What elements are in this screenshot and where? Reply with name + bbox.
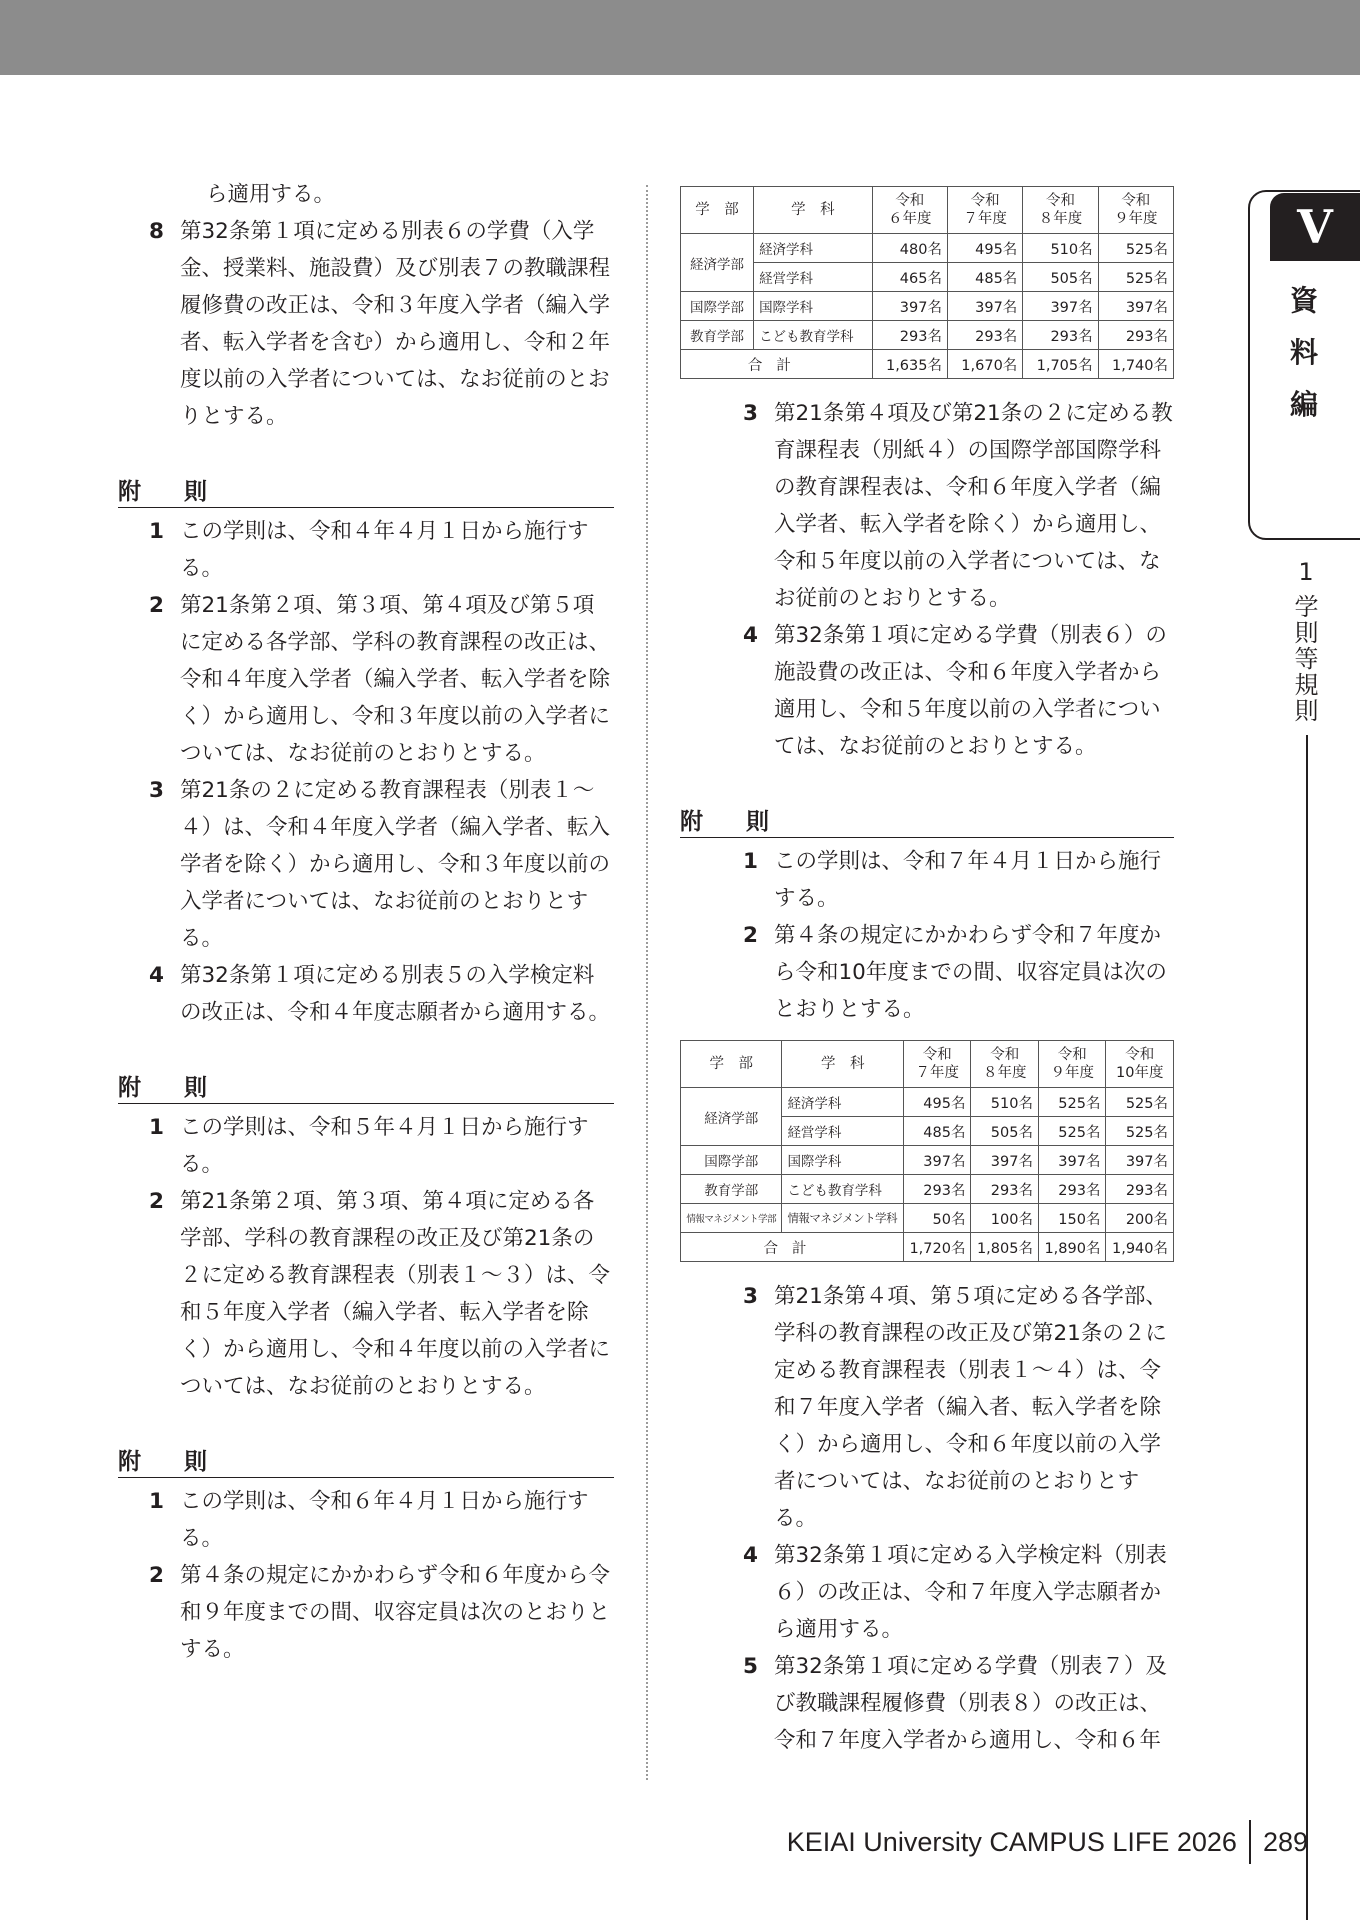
list-item [680,917,1174,1028]
value-cell: 525名 [1038,1088,1106,1117]
list-item [118,513,614,587]
value-cell: 397名 [1038,1146,1106,1175]
column-divider [646,185,648,1780]
item-text: 第21条第２項、第３項、第４項及び第５項に定める各学部、学科の教育課程の改正は、令和４年度入学者（編入学者、転入学者を除く）から適用し、令和３年度以前の入学者については、なお従前のとおりとする。 [180,593,611,766]
faculty-cell: 国際学部 [681,1146,782,1175]
table-header: 学 科 [754,187,873,234]
total-cell: 1,805名 [971,1233,1039,1262]
department-cell: 国際学科 [782,1146,904,1175]
side-rule [1306,735,1308,1920]
department-cell: 経営学科 [782,1117,904,1146]
item-text: この学則は、令和７年４月１日から施行する。 [774,849,1162,911]
value-cell: 293名 [947,321,1022,350]
item-number: 3 [743,1284,758,1309]
item-number: 2 [149,593,164,618]
value-cell: 525名 [1106,1088,1174,1117]
table-row [681,1146,1174,1175]
department-cell: 経営学科 [754,263,873,292]
total-label: 合計 [681,1233,904,1262]
chapter-label [1276,275,1332,431]
department-cell: 経済学科 [754,234,873,263]
list-item [118,957,614,1031]
section-heading: 附 則 [118,1073,614,1104]
item-number: 8 [149,219,164,244]
value-cell: 505名 [971,1117,1039,1146]
list-item [680,395,1174,617]
value-cell: 200名 [1106,1204,1174,1233]
value-cell: 397名 [903,1146,971,1175]
chapter-label-char: 編 [1289,388,1318,421]
chapter-number: V [1270,193,1360,261]
value-cell: 293名 [872,321,947,350]
value-cell: 397名 [872,292,947,321]
chapter-label-char: 資 [1289,284,1318,317]
department-cell: 情報マネジメント学科 [782,1204,904,1233]
table-header: 学 科 [782,1041,904,1088]
item-number: 3 [743,401,758,426]
table-header: 令和 ８年度 [1023,187,1098,234]
item-text: 第21条第４項、第５項に定める各学部、学科の教育課程の改正及び第21条の２に定める教育課程表（別表１～４）は、令和７年度入学者（編入者、転入学者を除く）から適用し、令和６年度以前の入学者については、なお従前のとおりとする。 [774,1284,1167,1531]
enrollment-table-r6 [680,186,1174,379]
department-cell: 経済学科 [782,1088,904,1117]
item-text: 第４条の規定にかかわらず令和７年度から令和10年度までの間、収容定員は次のとおりとする。 [774,923,1167,1022]
total-cell: 1,705名 [1023,350,1098,379]
enrollment-table-r7 [680,1040,1174,1262]
list-item [680,1648,1174,1759]
section-heading: 附 則 [118,477,614,508]
value-cell: 293名 [1038,1175,1106,1204]
page-footer [787,1820,1308,1864]
table-header: 令和 ９年度 [1098,187,1173,234]
value-cell: 510名 [1023,234,1098,263]
item-text: 第32条第１項に定める学費（別表７）及び教職課程履修費（別表８）の改正は、令和７年度入学者から適用し、令和６年 [774,1654,1167,1753]
table-header: 令和 ６年度 [872,187,947,234]
item-number: 4 [743,623,758,648]
table-row [681,1204,1174,1233]
section-number: 1 [1298,558,1314,586]
list-item [118,587,614,772]
item-text: 第４条の規定にかかわらず令和６年度から令和９年度までの間、収容定員は次のとおりとする。 [180,1563,611,1662]
item-number: 4 [743,1543,758,1568]
total-cell: 1,740名 [1098,350,1173,379]
item-number: 4 [149,963,164,988]
value-cell: 505名 [1023,263,1098,292]
value-cell: 293名 [903,1175,971,1204]
table-row [681,292,1174,321]
table-row [681,263,1174,292]
department-cell: こども教育学科 [754,321,873,350]
value-cell: 525名 [1098,263,1173,292]
table-total-row [681,1233,1174,1262]
table-row [681,1088,1174,1117]
faculty-cell: 経済学部 [681,234,754,292]
table-header: 令和 ７年度 [947,187,1022,234]
footer-separator [1249,1820,1251,1864]
value-cell: 495名 [903,1088,971,1117]
page-number: 289 [1262,1826,1308,1857]
item-text: 第32条第１項に定める学費（別表６）の施設費の改正は、令和６年度入学者から適用し、令和５年度以前の入学者については、なお従前のとおりとする。 [774,623,1167,759]
department-cell: 国際学科 [754,292,873,321]
table-header: 学 部 [681,187,754,234]
value-cell: 480名 [872,234,947,263]
list-item [118,213,614,435]
item-text: 第21条第４項及び第21条の２に定める教育課程表（別紙４）の国際学部国際学科の教育課程表は、令和６年度入学者（編入学者、転入学者を除く）から適用し、令和５年度以前の入学者については、なお従前のとおりとする。 [774,401,1173,611]
list-item [118,1183,614,1405]
table-total-row [681,350,1174,379]
table-row [681,321,1174,350]
value-cell: 510名 [971,1088,1039,1117]
item-number: 2 [149,1189,164,1214]
table-header: 令和 ８年度 [971,1041,1039,1088]
item-number: 1 [149,1489,164,1514]
total-cell: 1,940名 [1106,1233,1174,1262]
item-number: 2 [149,1563,164,1588]
item-text: この学則は、令和５年４月１日から施行する。 [180,1115,589,1177]
item-number: 1 [149,519,164,544]
item-number: 5 [743,1654,758,1679]
list-item [680,1537,1174,1648]
faculty-cell: 経済学部 [681,1088,782,1146]
faculty-cell: 情報マネジメント学部 [681,1204,782,1233]
value-cell: 50名 [903,1204,971,1233]
list-item [118,1483,614,1557]
department-cell: こども教育学科 [782,1175,904,1204]
value-cell: 397名 [1098,292,1173,321]
value-cell: 397名 [947,292,1022,321]
list-item [118,1557,614,1668]
value-cell: 465名 [872,263,947,292]
item-text: 第32条第１項に定める別表５の入学検定料の改正は、令和４年度志願者から適用する。 [180,963,611,1025]
item-text: 第32条第１項に定める入学検定料（別表６）の改正は、令和７年度入学志願者から適用する。 [774,1543,1167,1642]
section-heading: 附 則 [118,1447,614,1478]
total-cell: 1,670名 [947,350,1022,379]
value-cell: 293名 [971,1175,1039,1204]
item-number: 1 [149,1115,164,1140]
item-text: この学則は、令和６年４月１日から施行する。 [180,1489,589,1551]
table-row [681,234,1174,263]
faculty-cell: 教育学部 [681,1175,782,1204]
value-cell: 293名 [1098,321,1173,350]
table-row [681,1175,1174,1204]
table-header: 令和 ９年度 [1038,1041,1106,1088]
value-cell: 397名 [1106,1146,1174,1175]
list-item [118,772,614,957]
list-item [118,1109,614,1183]
left-column [118,176,614,1668]
value-cell: 150名 [1038,1204,1106,1233]
faculty-cell: 教育学部 [681,321,754,350]
value-cell: 525名 [1038,1117,1106,1146]
item-text: 第32条第１項に定める別表６の学費（入学金、授業料、施設費）及び別表７の教職課程履修費の改正は、令和３年度入学者（編入学者、転入学者を含む）から適用し、令和２年度以前の入学者については、なお従前のとおりとする。 [180,219,611,429]
value-cell: 485名 [903,1117,971,1146]
total-cell: 1,720名 [903,1233,971,1262]
table-header: 学 部 [681,1041,782,1088]
section-heading: 附 則 [680,807,1174,838]
value-cell: 495名 [947,234,1022,263]
footer-title: KEIAI University CAMPUS LIFE 2026 [786,1826,1237,1857]
value-cell: 525名 [1106,1117,1174,1146]
item-number: 3 [149,778,164,803]
right-column [680,186,1174,1759]
list-item [680,1278,1174,1537]
header-bar [0,0,1360,75]
total-cell: 1,635名 [872,350,947,379]
value-cell: 485名 [947,263,1022,292]
chapter-label-char: 料 [1289,336,1318,369]
list-item [680,617,1174,765]
table-header: 令和 ７年度 [903,1041,971,1088]
value-cell: 100名 [971,1204,1039,1233]
list-item [680,843,1174,917]
value-cell: 397名 [971,1146,1039,1175]
faculty-cell: 国際学部 [681,292,754,321]
total-label: 合計 [681,350,873,379]
total-cell: 1,890名 [1038,1233,1106,1262]
item-text: 第21条の２に定める教育課程表（別表１～４）は、令和４年度入学者（編入学者、転入学者を除く）から適用し、令和３年度以前の入学者については、なお従前のとおりとする。 [180,778,611,951]
table-header: 令和 10年度 [1106,1041,1174,1088]
item-text: 第21条第２項、第３項、第４項に定める各学部、学科の教育課程の改正及び第21条の２に定める教育課程表（別表１～３）は、令和５年度入学者（編入学者、転入学者を除く）から適用し、令和４年度以前の入学者については、なお従前のとおりとする。 [180,1189,611,1399]
value-cell: 293名 [1023,321,1098,350]
continued-text: ら適用する。 [206,182,336,207]
item-number: 2 [743,923,758,948]
value-cell: 397名 [1023,292,1098,321]
value-cell: 525名 [1098,234,1173,263]
value-cell: 293名 [1106,1175,1174,1204]
section-title: 学則等規則 [1290,594,1318,724]
item-number: 1 [743,849,758,874]
item-text: この学則は、令和４年４月１日から施行する。 [180,519,589,581]
